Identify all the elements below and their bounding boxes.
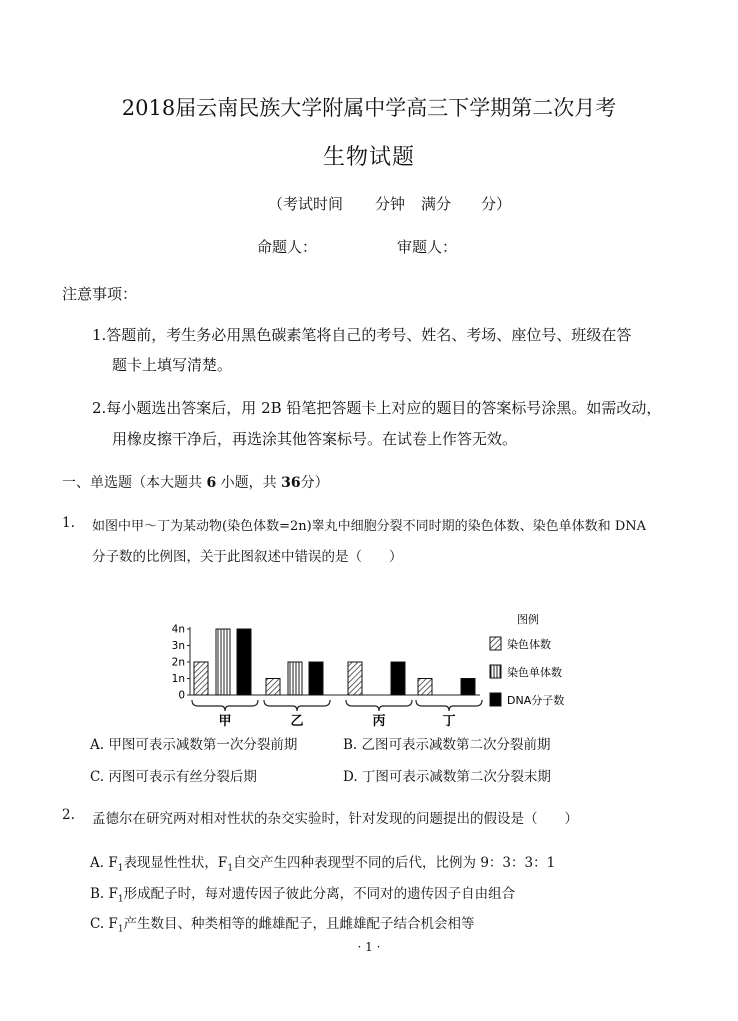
y-tick-label: 1n — [171, 673, 185, 685]
section-mid: 小题，共 — [216, 475, 282, 491]
page-number: · 1 · — [357, 940, 381, 954]
category-brace — [346, 700, 412, 711]
bar — [461, 679, 475, 696]
exam-title: 2018届云南民族大学附属中学高三下学期第二次月考 — [121, 96, 617, 120]
chromosome-bar-chart — [160, 605, 590, 730]
q2-b-text: 形成配子时，每对遗传因子彼此分离，不同对的遗传因子自由组合 — [123, 886, 516, 902]
category-label: 乙 — [290, 714, 304, 729]
legend-label: DNA分子数 — [507, 694, 565, 707]
q1-option-d[interactable]: D. 丁图可表示减数第二次分裂末期 — [343, 769, 551, 785]
y-tick-label: 2n — [171, 656, 185, 669]
q2-a-prefix: A. F — [90, 855, 118, 871]
q2-b-subscript: 1 — [117, 894, 124, 905]
bar — [391, 662, 405, 695]
q2-c-prefix: C. F — [90, 916, 118, 932]
notice-item-2-line-1: 2.每小题选出答案后，用 2B 铅笔把答题卡上对应的题目的答案标号涂黑。如需改动， — [92, 399, 662, 417]
bar — [266, 679, 280, 696]
exam-info — [268, 193, 511, 214]
bar — [194, 662, 208, 695]
q2-a-text: 自交产生四种表现型不同的后代，比例为 9：3：3：1 — [233, 855, 556, 871]
exam-info-points: 分） — [481, 195, 512, 213]
bar — [418, 679, 432, 696]
authors — [257, 236, 457, 257]
q2-option-b[interactable] — [90, 882, 515, 905]
legend-swatch — [490, 637, 501, 650]
q2-option-c[interactable] — [90, 912, 475, 935]
category-label: 丙 — [372, 714, 386, 729]
author-label: 命题人： — [257, 238, 318, 256]
q2-a-subscript-1: 1 — [117, 863, 124, 874]
q1-option-c[interactable]: C. 丙图可表示有丝分裂后期 — [90, 769, 257, 785]
bar — [309, 662, 323, 695]
q2-a-subscript-2: 1 — [227, 863, 234, 874]
y-tick-label: 4n — [171, 623, 185, 636]
category-label: 甲 — [218, 714, 232, 729]
legend-label: 染色单体数 — [507, 666, 562, 679]
subject-title: 生物试题 — [322, 145, 415, 170]
legend-swatch — [490, 693, 501, 706]
question-2-number: 2. — [62, 807, 75, 823]
reviewer-label: 审题人： — [397, 238, 458, 256]
category-brace — [416, 700, 482, 711]
bar — [348, 662, 362, 695]
q1-option-a[interactable]: A. 甲图可表示减数第一次分裂前期 — [90, 737, 298, 753]
q1-option-b[interactable]: B. 乙图可表示减数第二次分裂前期 — [343, 737, 551, 753]
section-prefix: 一、单选题（本大题共 — [62, 475, 207, 491]
notice-item-1-line-2: 题卡上填写清楚。 — [112, 356, 233, 374]
question-1-line-2: 分子数的比例图，关于此图叙述中错误的是（ ） — [92, 549, 403, 565]
exam-info-open: （考试时间 — [268, 195, 344, 213]
legend-label: 染色体数 — [507, 638, 551, 651]
bar — [216, 629, 230, 695]
notice-item-2-line-2: 用橡皮擦干净后，再选涂其他答案标号。在试卷上作答无效。 — [112, 430, 518, 448]
bar — [288, 662, 302, 695]
category-brace — [192, 700, 258, 711]
exam-info-full: 满分 — [421, 195, 452, 213]
q2-b-prefix: B. F — [90, 886, 118, 902]
category-brace — [264, 700, 330, 711]
section-suffix: 分） — [300, 475, 329, 491]
section-score: 36 — [281, 475, 301, 491]
legend-title: 图例 — [517, 613, 539, 626]
notice-title: 注意事项： — [62, 285, 138, 303]
section-count: 6 — [206, 475, 217, 491]
section-heading — [62, 472, 329, 492]
bar — [237, 629, 251, 695]
q2-c-text: 产生数目、种类相等的雌雄配子，且雌雄配子结合机会相等 — [123, 916, 475, 932]
y-tick-label: 0 — [178, 689, 185, 702]
legend-swatch — [490, 665, 501, 678]
question-1-line-1: 如图中甲～丁为某动物(染色体数=2n)睾丸中细胞分裂不同时期的染色体数、染色单体数和 DNA — [92, 519, 646, 534]
y-tick-label: 3n — [171, 640, 185, 652]
q2-c-subscript: 1 — [117, 924, 124, 935]
category-label: 丁 — [442, 714, 456, 729]
question-1-number: 1. — [62, 515, 75, 531]
exam-info-minutes: 分钟 — [375, 195, 406, 213]
question-2-stem: 孟德尔在研究两对相对性状的杂交实验时，针对发现的问题提出的假设是（ ） — [92, 811, 578, 827]
q2-a-mid: 表现显性性状，F — [123, 855, 228, 871]
notice-item-1-line-1: 1.答题前，考生务必用黑色碳素笔将自己的考号、姓名、考场、座位号、班级在答 — [92, 326, 632, 344]
q2-option-a[interactable] — [90, 851, 555, 874]
